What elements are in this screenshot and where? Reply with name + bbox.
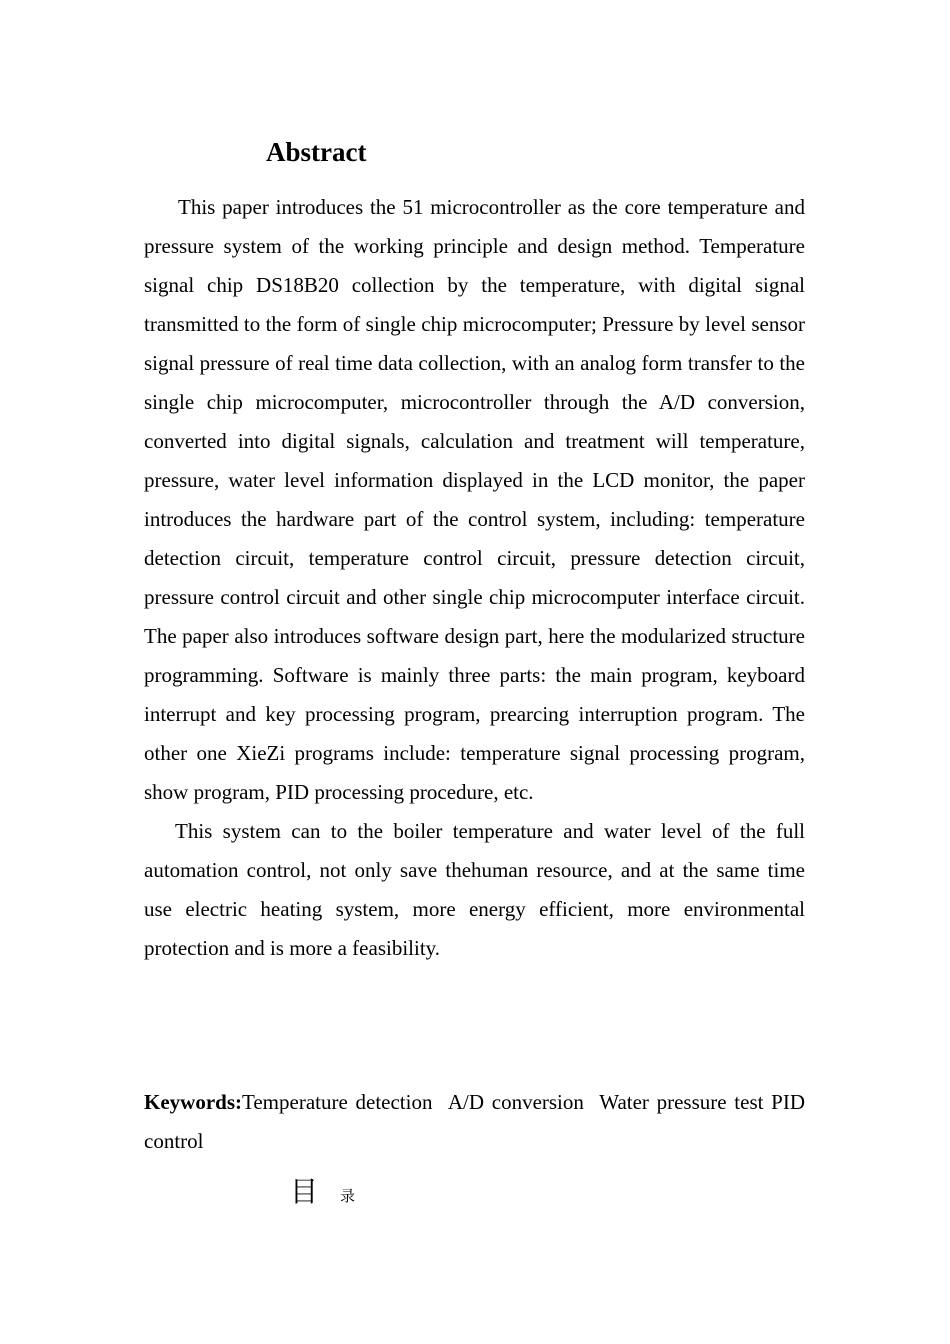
keywords-text: Temperature detection A/D conversion Water pressure test PID control [144,1090,805,1153]
keywords-label: Keywords: [144,1090,242,1114]
toc-heading-char-2: 录 [340,1187,356,1205]
table-of-contents-heading [290,1172,355,1216]
abstract-body [144,188,805,968]
abstract-paragraph-1: This paper introduces the 51 microcontroller as the core temperature and pressure system of the working principle and design method. Temperature signal chip DS18B20 collection by the temperature, with digital signal transmitted to the form of single chip microcomputer; Pressure by level sensor signal pressure of real time data collection, with an analog form transfer to the single chip microcomputer, microcontroller through the A/D conversion, converted into digital signals, calculation and treatment will temperature, pressure, water level information displayed in the LCD monitor, the paper introduces the hardware part of the control system, including: temperature detection circuit, temperature control circuit, pressure detection circuit, pressure control circuit and other single chip microcomputer interface circuit. The paper also introduces software design part, here the modularized structure programming. Software is mainly three parts: the main program, keyboard interrupt and key processing program, prearcing interruption program. The other one XieZi programs include: temperature signal processing program, show program, PID processing procedure, etc. [144,195,805,804]
toc-heading-char-1: 目 [290,1175,319,1208]
abstract-title: Abstract [266,137,367,167]
keywords-line [144,1083,805,1161]
abstract-paragraph-2: This system can to the boiler temperature and water level of the full automation control, not only save thehuman resource, and at the same time use electric heating system, more energy efficient, more environmental protection and is more a feasibility. [144,819,805,960]
